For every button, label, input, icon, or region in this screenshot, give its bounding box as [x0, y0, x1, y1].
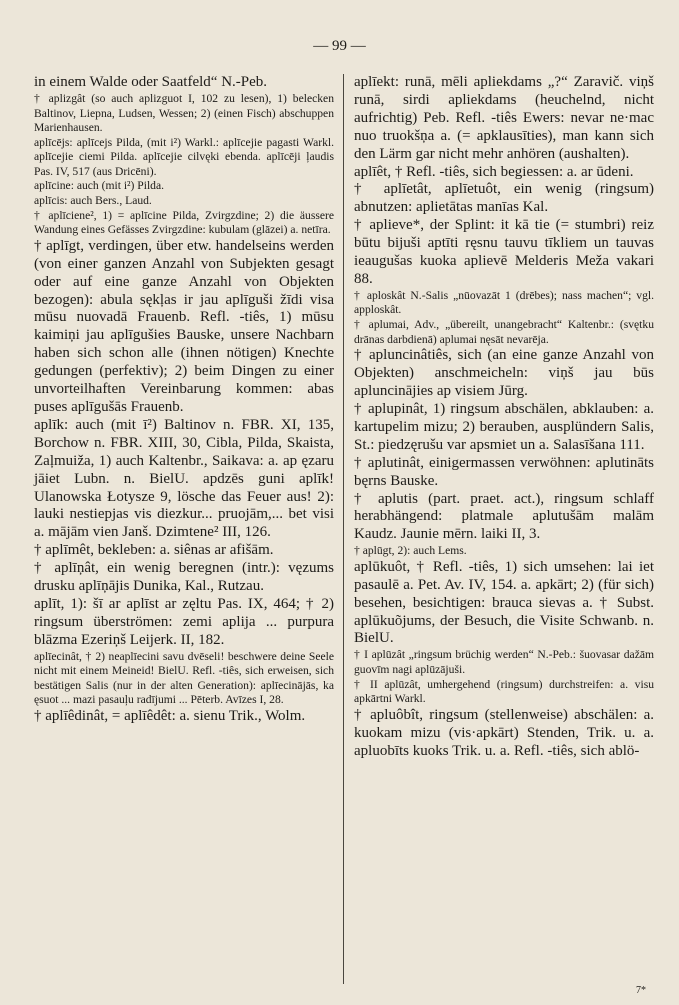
- left-entry-9: † aplīņât, ein wenig beregnen (intr.): vęzums drusku aplīņājis Dunika, Kal., Rutzau.: [34, 560, 334, 595]
- left-column: [34, 74, 334, 726]
- right-entry-2: † aplīetât, aplīetuôt, ein wenig (ringsum) abnutzen: aplietātas manīas Kal.: [354, 181, 654, 216]
- page-number: — 99 —: [313, 38, 366, 54]
- right-entry-8: † aplutinât, einigermassen verwöhnen: aplutināts bęrns Bauske.: [354, 454, 654, 489]
- right-entry-9: † aplutis (part. praet. act.), ringsum schlaff herabhängend: platmale aplutušām malām Kaudz. Jaunie mērn. laiki II, 3.: [354, 490, 654, 543]
- column-divider: [343, 74, 344, 984]
- left-entry-6: † aplīgt, verdingen, über etw. handelseins werden (von einer ganzen Anzahl von Subjekten gesagt oder auf eine ganze Anzahl von Objekten bezogen): abula sękļas ir jau aplīguši žīdi visa mūsu nuovadā Frauenb. Refl. -tiês, 1) mūsu kaimiņi jau aplīgušies Bauske, unsere Nachbarn haben sich schon alle (ihnen nötigen) Knechte gedungen (perfektiv); 2) beim Dingen zu einer unvorteilhaften Vereinbarung kommen: abas puses aplīgušās Frauenb.: [34, 237, 334, 415]
- left-entry-4: aplīcis: auch Bers., Laud.: [34, 194, 152, 208]
- left-entry-0: in einem Walde oder Saatfeld“ N.-Peb.: [34, 74, 268, 90]
- right-entry-10: † aplūgt, 2): auch Lems.: [354, 544, 467, 558]
- right-entry-6: † apluncinâtiês, sich (an eine ganze Anzahl von Objekten) anschmeicheln: viņš jau būs apluncinājies ap visiem Jūrg.: [354, 347, 654, 400]
- signature-mark: 7*: [636, 985, 646, 996]
- left-entry-1: † aplizgât (so auch aplizguot I, 102 zu lesen), 1) belecken Baltinov, Liepna, Ludsen, Wessen; 2) (einen Fisch) abschuppen Marienhausen.: [34, 91, 334, 135]
- right-entry-1: aplīêt, † Refl. -tiês, sich begiessen: a. ar ūdeni.: [354, 163, 634, 180]
- right-entry-5: † aplumai, Adv., „übereilt, unangebracht“ Kaltenbr.: (svętku drānas darbdienā) aplumai nęsāt nevarēja.: [354, 318, 654, 346]
- right-entry-13: † II aplūzât, umhergehend (ringsum) durchstreifen: a. visu apkārtni Warkl.: [354, 677, 654, 706]
- left-entry-3: aplīcine: auch (mit i²) Pilda.: [34, 179, 165, 193]
- right-entry-7: † aplupinât, 1) ringsum abschälen, abklauben: a. kartupelim mizu; 2) berauben, ausplündern Salis, St.: piedzęrušu var apsmiet un a. Salasīšana 111.: [354, 400, 654, 453]
- left-entry-2: aplīcējs: aplīcejs Pilda, (mit i²) Warkl.: aplīcejie pagasti Warkl. aplīcejie ciemi Pilda. aplīcejie cilvęki ebenda. aplīcēji ļaudis Pas. IV, 517 (aus Dricēni).: [34, 135, 334, 178]
- right-entry-14: † apluôbît, ringsum (stellenweise) abschälen: a. kuokam mizu (vis·apkārt) Stenden, Trik. u. a. apluobīts kuoks Trik. u. a. Refl. -tiês, sich ablö-: [354, 706, 654, 759]
- right-entry-11: aplūkuôt, † Refl. -tiês, 1) sich umsehen: lai iet pasaulē a. Pet. Av. IV, 154. a. apkārt; 2) (für sich) besehen, besichtigen: brauca sievas a. † Subst. aplūkuõjums, der Besuch, die Visite Schwanb. n. BielU.: [354, 558, 654, 647]
- left-entry-10: aplīt, 1): šī ar aplīst ar zęltu Pas. IX, 464; † 2) ringsum überströmen: zemi aplija ... purpura blāzma Ezeriņš Leijerk. II, 182.: [34, 595, 334, 648]
- right-entry-4: † aploskât N.-Salis „nūovazāt 1 (drēbes); nass machen“; vgl. apploskât.: [354, 288, 654, 317]
- left-entry-7: aplīk: auch (mit ī²) Baltinov n. FBR. XI, 135, Borchow n. FBR. XIII, 30, Cibla, Pilda, Skaista, Zaļmuiža, 1) auch Kaltenbr., Saikava: a. ap ęzaru jāiet Lubn. n. BielU. apdzēs guni aplīk! Ulanowska Łotysze 9, lösche das Feuer aus! 2): lauki nestiepjas vis diezkur... pruojām,... bet visi a. mājām vien Janš. Dzimtene² III, 126.: [34, 416, 334, 541]
- right-entry-3: † aplieve*, der Splint: it kā tie (= stumbri) reiz būtu bijuši aptīti ręsnu tauvu tīkliem un tauvas ieaugušas kuoka aplievē Melderis Meža vakari 88.: [354, 217, 654, 287]
- left-entry-5: † aplīciene², 1) = aplīcine Pilda, Zvirgzdine; 2) die äussere Wandung eines Gefässes Zvirgzdine: kubulam (glāzei) a. netīra.: [34, 208, 334, 237]
- left-entry-11: aplīecinât, † 2) neaplīecini savu dvēseli! beschwere deine Seele nicht mit einem Meineid! BielU. Refl. -tiês, sich erweisen, sich bestätigen Salis (nur in der alten Generation): aplīecinājās, ka ęsuot ... mazi pasauļu radījumi ... Pēterb. Avīzes I, 28.: [34, 649, 334, 707]
- right-entry-12: † I aplūzât „ringsum brüchig werden“ N.-Peb.: šuovasar dažām guovīm nagi aplūzājuši.: [354, 648, 654, 676]
- right-column: [354, 74, 654, 760]
- left-entry-12: † aplīêdinât, = aplīêdêt: a. sienu Trik., Wolm.: [34, 708, 306, 725]
- right-entry-0: aplīekt: runā, mēli apliekdams „?“ Zaravič. viņš runā, sirdi apliekdams (heuchelnd, nicht aufrichtig) Peb. Refl. -tiês Ewers: nevar ne·mac nuo truokšņa a. (= apklausīties), man kann sich den Lärm gar nicht mehr anhören (aushalten).: [354, 74, 654, 162]
- left-entry-8: † aplīmêt, bekleben: a. siênas ar afišām.: [34, 542, 274, 559]
